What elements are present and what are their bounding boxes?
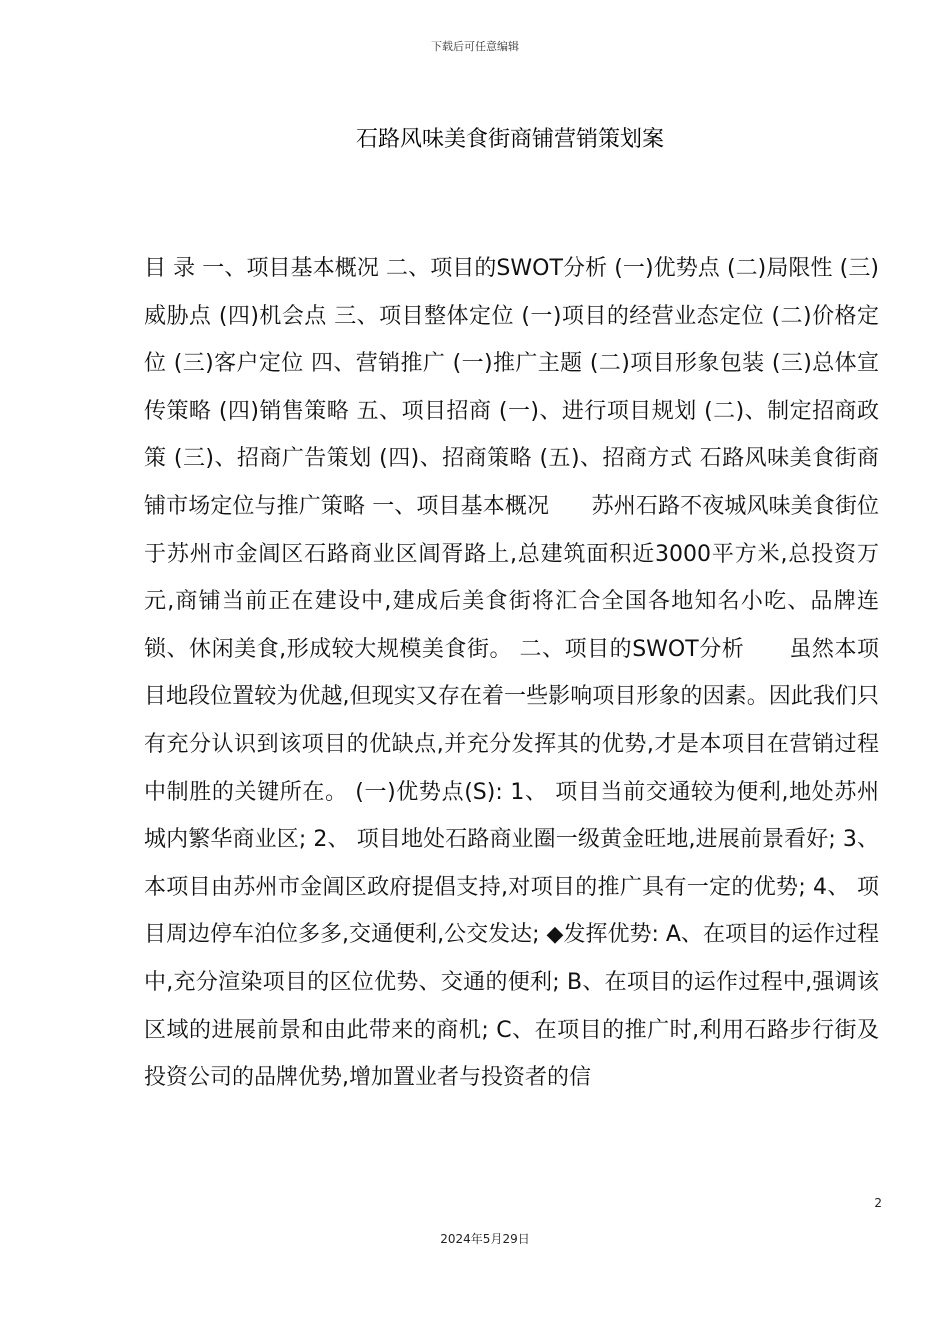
document-title: 石路风味美食街商铺营销策划案	[355, 127, 664, 152]
page-header-note: 下载后可任意编辑	[431, 40, 519, 53]
document-body-text: 目 录 一、项目基本概况 二、项目的SWOT分析 (一)优势点 (二)局限性 (三)威胁点 (四)机会点 三、项目整体定位 (一)项目的经营业态定位 (二)价格定位 (三)客户定位 四、营销推广 (一)推广主题 (二)项目形象包装 (三)总体宣传策略 (四)销售策略 五、项目招商 (一)、进行项目规划 (二)、制定招商政策 (三)、招商广告策划 (四)、招商策略 (五)、招商方式 石路风味美食街商铺市场定位与推广策略 一、项目基本概况 苏州石路不夜城风味美食街位于苏州市金阊区石路商业区阊胥路上,总建筑面积近3000平方米,总投资万元,商铺当前正在建设中,建成后美食街将汇合全国各地知名小吃、品牌连锁、休闲美食,形成较大规模美食街。 二、项目的SWOT分析 虽然本项目地段位置较为优越,但现实又存在着一些影响项目形象的因素。因此我们只有充分认识到该项目的优缺点,并充分发挥其的优势,才是本项目在营销过程中制胜的关键所在。 (一)优势点(S): 1、 项目当前交通较为便利,地处苏州城内繁华商业区; 2、 项目地处石路商业圈一级黄金旺地,进展前景看好; 3、 本项目由苏州市金阊区政府提倡支持,对项目的推广具有一定的优势; 4、 项目周边停车泊位多多,交通便利,公交发达; ◆发挥优势: A、在项目的运作过程中,充分渲染项目的区位优势、交通的便利; B、在项目的运作过程中,强调该区域的进展前景和由此带来的商机; C、在项目的推广时,利用石路步行街及投资公司的品牌优势,增加置业者与投资者的信	[144, 256, 886, 1091]
page-footer-date: 2024年5月29日	[440, 1232, 530, 1246]
page-number: 2	[874, 1196, 882, 1210]
